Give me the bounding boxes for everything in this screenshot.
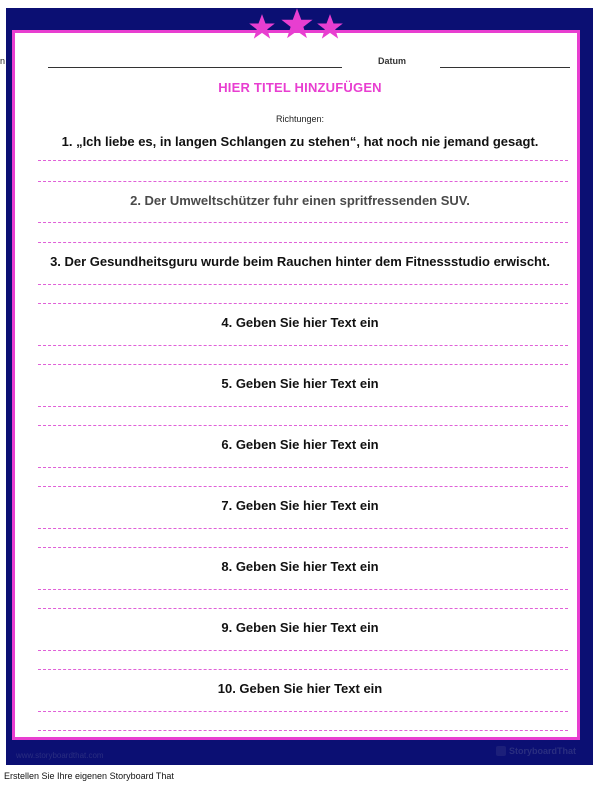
star-icon — [248, 13, 276, 41]
answer-line — [38, 406, 568, 407]
footer-logo — [496, 744, 588, 758]
name-field-line[interactable] — [48, 67, 342, 68]
answer-line — [38, 160, 568, 161]
answer-line — [38, 669, 568, 670]
answer-line — [38, 528, 568, 529]
answer-line — [38, 486, 568, 487]
answer-line — [38, 730, 568, 731]
date-field-line[interactable] — [440, 67, 570, 68]
item-4-text[interactable]: 4. Geben Sie hier Text ein — [221, 315, 379, 330]
answer-line — [38, 547, 568, 548]
item-3-text[interactable]: 3. Der Gesundheitsguru wurde beim Rauchen hinter dem Fitnessstudio erwischt. — [50, 254, 550, 269]
item-5-text[interactable]: 5. Geben Sie hier Text ein — [221, 376, 379, 391]
answer-line — [38, 425, 568, 426]
answer-line — [38, 711, 568, 712]
item-10-text[interactable]: 10. Geben Sie hier Text ein — [217, 681, 383, 696]
answer-line — [38, 589, 568, 590]
storyboardthat-logo-icon — [496, 746, 506, 756]
star-icon — [280, 7, 314, 41]
page-caption: Erstellen Sie Ihre eigenen Storyboard That — [4, 771, 174, 781]
answer-line — [38, 345, 568, 346]
stars-decoration — [248, 13, 348, 47]
star-icon — [316, 13, 344, 41]
item-6-text[interactable]: 6. Geben Sie hier Text ein — [221, 437, 379, 452]
footer-watermark-url: www.storyboardthat.com — [16, 751, 104, 760]
date-label: Datum — [378, 56, 407, 66]
item-1-text[interactable]: 1. „Ich liebe es, in langen Schlangen zu stehen“, hat noch nie jemand gesagt. — [61, 134, 539, 149]
answer-line — [38, 608, 568, 609]
worksheet-title[interactable]: HIER TITEL HINZUFÜGEN — [218, 80, 382, 95]
answer-line — [38, 303, 568, 304]
item-8-text[interactable]: 8. Geben Sie hier Text ein — [221, 559, 379, 574]
item-7-text[interactable]: 7. Geben Sie hier Text ein — [221, 498, 379, 513]
answer-line — [38, 467, 568, 468]
answer-line — [38, 242, 568, 243]
item-2-text[interactable]: 2. Der Umweltschützer fuhr einen spritfressenden SUV. — [130, 193, 470, 208]
answer-line — [38, 222, 568, 223]
answer-line — [38, 284, 568, 285]
footer-watermark-brand: StoryboardThat — [509, 746, 577, 756]
item-9-text[interactable]: 9. Geben Sie hier Text ein — [221, 620, 379, 635]
answer-line — [38, 181, 568, 182]
answer-line — [38, 650, 568, 651]
directions-label: Richtungen: — [275, 114, 325, 124]
name-label: n — [0, 56, 6, 66]
answer-line — [38, 364, 568, 365]
